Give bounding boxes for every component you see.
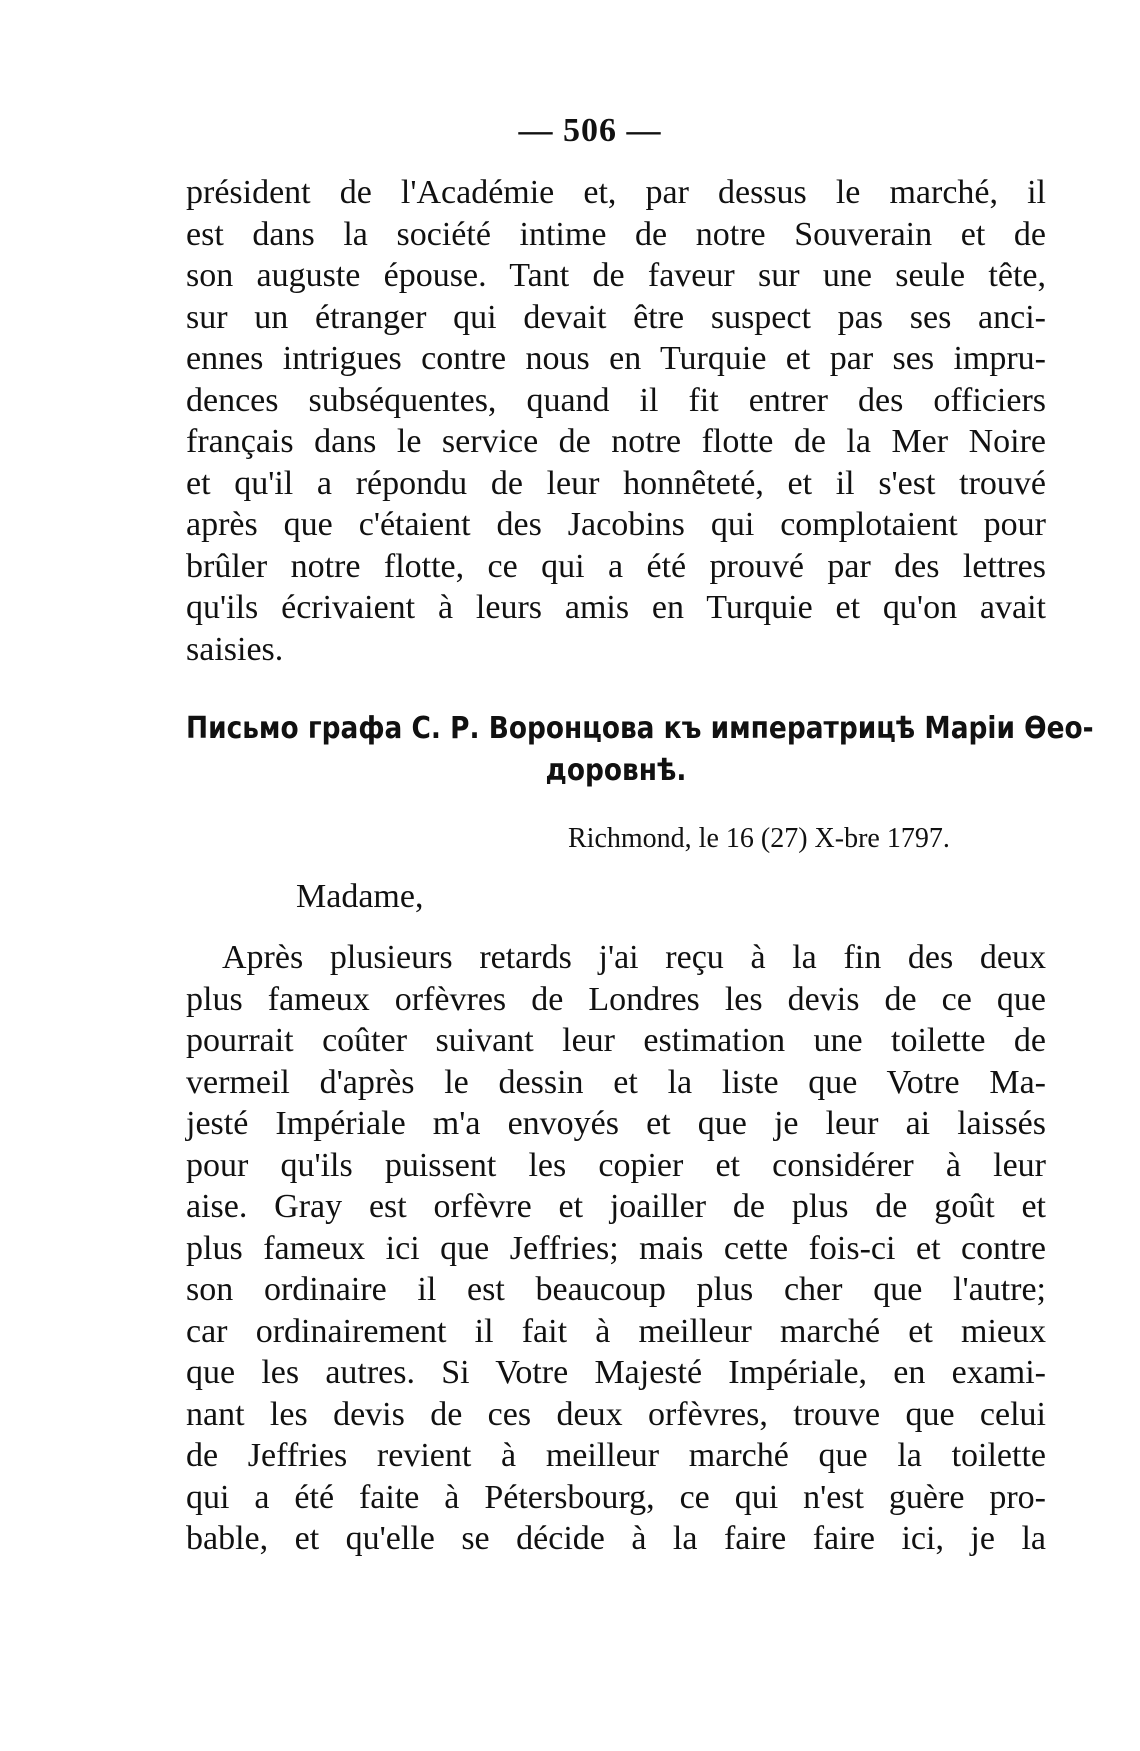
text-line: pour qu'ils puissent les copier et considérer à leur	[186, 1146, 1046, 1184]
text-line: que les autres. Si Votre Majesté Impériale, en exami-	[186, 1354, 1046, 1391]
text-line: bable, et qu'elle se décide à la faire faire ici, je la	[186, 1520, 1046, 1557]
text-line: de Jeffries revient à meilleur marché que la toilette	[186, 1437, 1046, 1474]
text-line: brûler notre flotte, ce qui a été prouvé par des lettres	[186, 547, 1046, 585]
text-line: nant les devis de ces deux orfèvres, trouve que celui	[186, 1395, 1046, 1433]
text-line: saisies.	[186, 630, 284, 668]
page-number: — 506 —	[518, 112, 662, 149]
heading-line: доровнѣ.	[545, 753, 687, 788]
text-line: Après plusieurs retards j'ai reçu à la fin des deux	[222, 939, 1046, 976]
text-line: ennes intrigues contre nous en Turquie et par ses impru-	[186, 340, 1046, 377]
text-line: président de l'Académie et, par dessus le marché, il	[186, 174, 1046, 211]
dateline: Richmond, le 16 (27) X-bre 1797.	[568, 823, 950, 854]
text-line: après que c'étaient des Jacobins qui complotaient pour	[186, 506, 1046, 543]
text-line: plus fameux ici que Jeffries; mais cette fois-ci et contre	[186, 1229, 1046, 1267]
text-line: et qu'il a répondu de leur honnêteté, et il s'est trouvé	[186, 464, 1046, 502]
text-line: jesté Impériale m'a envoyés et que je leur ai laissés	[186, 1105, 1046, 1142]
text-line: son ordinaire il est beaucoup plus cher que l'autre;	[186, 1271, 1046, 1308]
text-line: son auguste épouse. Tant de faveur sur une seule tête,	[186, 257, 1046, 294]
text-line: est dans la société intime de notre Souverain et de	[186, 215, 1046, 253]
text-line: plus fameux orfèvres de Londres les devis de ce que	[186, 980, 1046, 1018]
text-line: car ordinairement il fait à meilleur marché et mieux	[186, 1312, 1046, 1350]
text-line: pourrait coûter suivant leur estimation une toilette de	[186, 1022, 1046, 1059]
text-line: français dans le service de notre flotte de la Mer Noire	[186, 423, 1046, 460]
text-line: dences subséquentes, quand il fit entrer des officiers	[186, 381, 1046, 419]
paragraph-continuation	[186, 172, 1046, 670]
text-line: qui a été faite à Pétersbourg, ce qui n'est guère pro-	[186, 1478, 1046, 1516]
text-line: aise. Gray est orfèvre et joailler de plus de goût et	[186, 1188, 1046, 1225]
salutation: Madame,	[296, 878, 424, 915]
heading-line: Письмо графа С. Р. Воронцова къ императрицѣ Маріи Ѳео-	[186, 711, 1094, 746]
letter-heading	[186, 708, 1094, 792]
text-line: qu'ils écrivaient à leurs amis en Turquie et qu'on avait	[186, 589, 1046, 626]
text-line: sur un étranger qui devait être suspect pas ses anci-	[186, 298, 1046, 336]
text-line: vermeil d'après le dessin et la liste que Votre Ma-	[186, 1063, 1046, 1101]
letter-body	[186, 937, 1046, 1560]
